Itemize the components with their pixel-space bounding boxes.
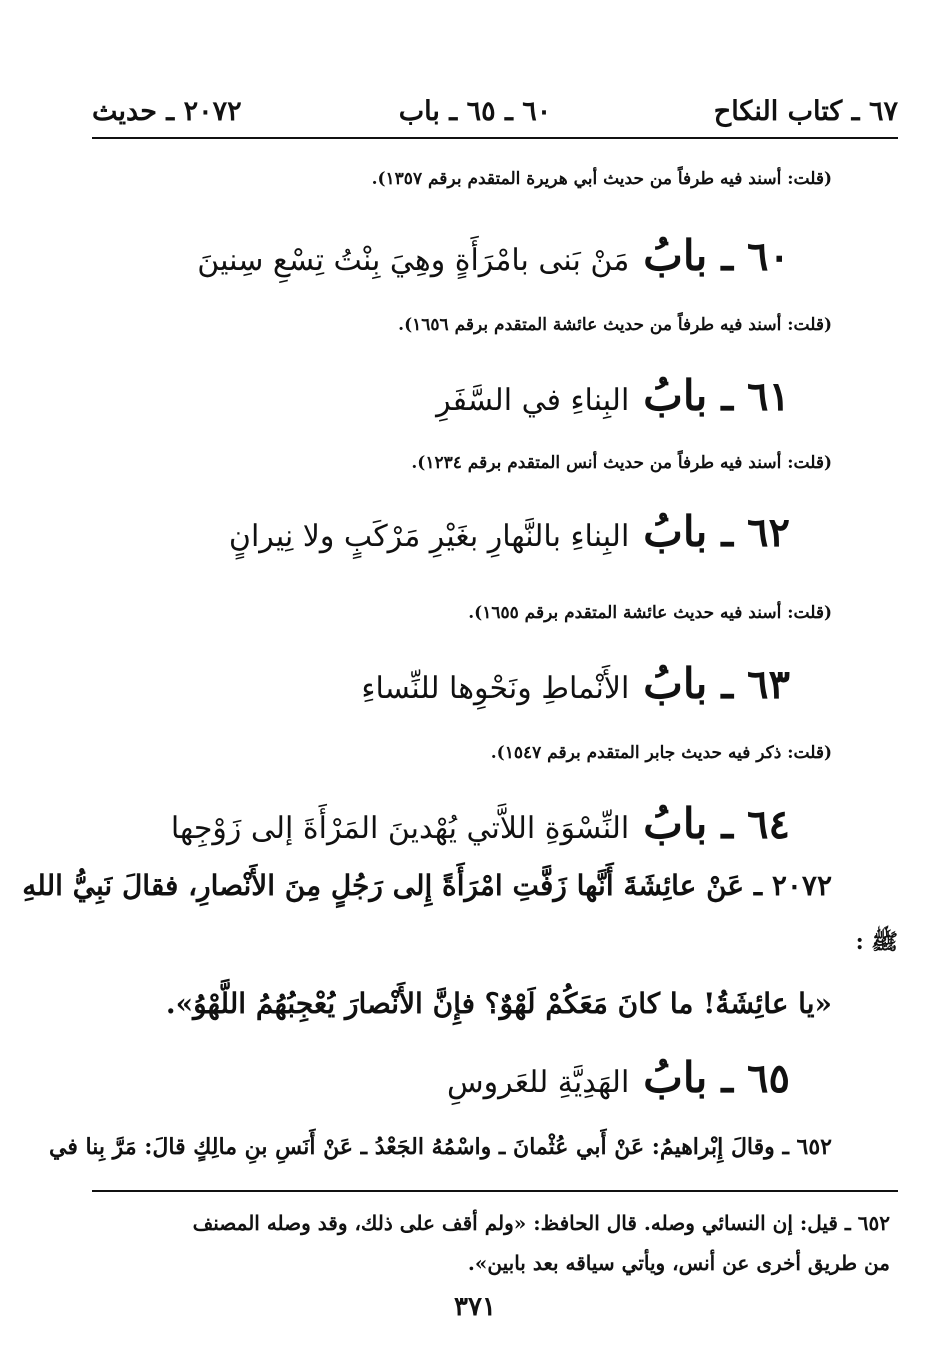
bab-65	[447, 1048, 790, 1108]
bab-dash: ـ	[721, 233, 734, 280]
bab-62	[229, 502, 790, 562]
bab-63	[361, 654, 790, 714]
bab-dash: ـ	[721, 661, 734, 708]
bab-dash: ـ	[721, 801, 734, 848]
bab-title: الأَنْماطِ ونَحْوِها للنِّساءِ	[361, 671, 630, 706]
bab-title: البِناءِ في السَّفَرِ	[436, 383, 630, 418]
bab-word: بابُ	[643, 231, 708, 280]
running-header-hadith: ٢٠٧٢ ـ حديث	[92, 96, 242, 127]
bab-60	[197, 226, 790, 286]
note-4: (قلت: أسند فيه حديث عائشة المتقدم برقم ١٦٥٥).	[468, 603, 832, 623]
running-header-babs: ٦٠ ـ ٦٥ ـ باب	[398, 96, 552, 127]
bab-number: ٦٠	[747, 233, 790, 280]
bab-number: ٦٢	[747, 509, 790, 556]
bab-title: البِناءِ بالنَّهارِ بغَيْرِ مَرْكَبٍ ولا نِيرانٍ	[228, 519, 630, 554]
bab-word: بابُ	[643, 659, 708, 708]
note-2: (قلت: أسند فيه طرفاً من حديث عائشة المتقدم برقم ١٦٥٦).	[398, 315, 832, 335]
bab-number: ٦١	[747, 373, 790, 420]
note-3: (قلت: أسند فيه طرفاً من حديث أنس المتقدم برقم ١٢٣٤).	[411, 453, 832, 473]
bab-word: بابُ	[643, 371, 708, 420]
bab-dash: ـ	[721, 1055, 734, 1102]
bab-word: بابُ	[643, 799, 708, 848]
page-number: ٣٧١	[454, 1292, 496, 1322]
note-1: (قلت: أسند فيه طرفاً من حديث أبي هريرة المتقدم برقم ١٣٥٧).	[371, 169, 832, 189]
bab-word: بابُ	[643, 1053, 708, 1102]
bab-number: ٦٥	[747, 1055, 790, 1102]
bab-61	[436, 366, 790, 426]
running-header-chapter: ٦٧ ـ كتاب النكاح	[713, 96, 898, 127]
footnote-line-2: من طريق أخرى عن أنس، ويأتي سياقه بعد بابين».	[467, 1251, 890, 1275]
bab-64	[171, 794, 790, 854]
footnote-rule	[92, 1190, 898, 1192]
bab-number: ٦٤	[747, 801, 790, 848]
bab-title: النِّسْوَةِ اللاَّتي يُهْدينَ المَرْأَةَ إلى زَوْجِها	[170, 811, 630, 846]
bab-dash: ـ	[721, 509, 734, 556]
hadith-2072-quote: «يا عائِشَةُ! ما كانَ مَعَكُمْ لَهْوٌ؟ فإِنَّ الأَنْصارَ يُعْجِبُهُمُ اللَّهْوُ».	[165, 987, 832, 1020]
bab-dash: ـ	[721, 373, 734, 420]
hadith-2072-line: ٢٠٧٢ ـ عَنْ عائِشَةَ أَنَّها زَفَّتِ امْرَأَةً إِلى رَجُلٍ مِنَ الأَنْصارِ، فقالَ نَبِيُّ اللهِ	[22, 869, 832, 902]
bab-word: بابُ	[643, 507, 708, 556]
salla-glyph: ﷺ :	[855, 929, 898, 955]
bab-title: الهَدِيَّةِ للعَروسِ	[447, 1065, 630, 1100]
bab-number: ٦٣	[747, 661, 790, 708]
note-5: (قلت: ذكر فيه حديث جابر المتقدم برقم ١٥٤٧).	[490, 743, 832, 763]
athar-652: ٦٥٢ ـ وقالَ إِبْراهيمُ: عَنْ أَبي عُثْمانَ ـ واسْمُهُ الجَعْدُ ـ عَنْ أَنَسِ بنِ مالِكٍ قالَ: مَرَّ بِنا في	[49, 1134, 832, 1160]
bab-title: مَنْ بَنى بامْرَأَةٍ وهِيَ بِنْتُ تِسْعِ سِنينَ	[197, 243, 630, 278]
footnote-line-1: ٦٥٢ ـ قيل: إن النسائي وصله. قال الحافظ: «ولم أقف على ذلك، وقد وصله المصنف	[192, 1211, 890, 1235]
header-rule	[92, 137, 898, 139]
